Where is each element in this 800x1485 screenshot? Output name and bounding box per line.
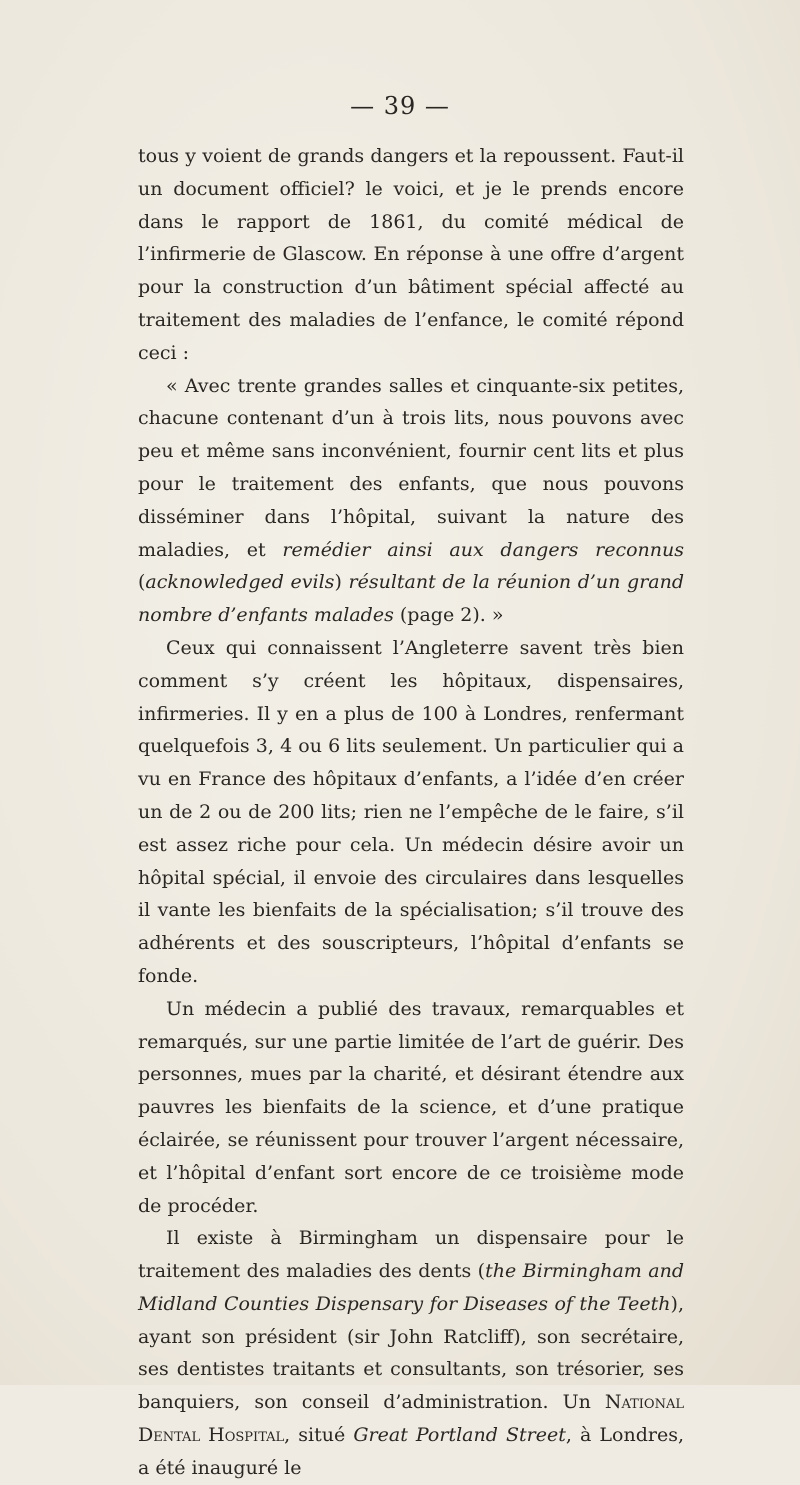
text-segment: National Dental Hospital bbox=[138, 1391, 684, 1447]
text-segment: acknowledged evils bbox=[145, 571, 335, 594]
text-segment: , situé bbox=[284, 1424, 354, 1447]
text-segment: (page 2). » bbox=[393, 604, 504, 627]
body-text bbox=[138, 140, 684, 1485]
text-segment: tous y voient de grands dangers et la repoussent. Faut-il un document officiel? le voici, et je le prends encore dans le rapport de 1861, du comité médical de l’infirmerie de Glascow. En réponse à une offre d’argent pour la construction d’un bâtiment spécial affecté au traitement des maladies de l’enfance, le comité répond ceci : bbox=[138, 145, 684, 364]
page-number: — 39 — bbox=[350, 92, 450, 120]
text-segment: ), ayant son président (sir John Ratcliff), son secrétaire, ses dentistes traitants et consultants, son trésorier, ses banquiers, son conseil d’administration. Un bbox=[138, 1292, 684, 1414]
paragraph bbox=[138, 140, 684, 370]
text-segment: « Avec trente grandes salles et cinquante-six petites, chacune contenant d’un à trois lits, nous pouvons avec peu et même sans inconvénient, fournir cent lits et plus pour le traitement des enfants, que nous pouvons disséminer dans l’hôpital, suivant la nature des maladies, et bbox=[138, 374, 684, 561]
text-segment: Il existe à Birmingham un dispensaire pour le traitement des maladies des dents ( bbox=[138, 1227, 684, 1283]
paragraph bbox=[138, 993, 684, 1223]
paragraph bbox=[138, 370, 684, 632]
paragraph bbox=[138, 632, 684, 993]
text-segment: ( bbox=[138, 571, 146, 594]
text-segment: ) bbox=[334, 571, 349, 594]
text-segment: résultant de la réunion d’un grand nombre d’enfants malades bbox=[138, 571, 685, 627]
text-segment: Un médecin a publié des travaux, remarquables et remarqués, sur une partie limitée de l’art de guérir. Des personnes, mues par la charité, et désirant étendre aux pauvres les bienfaits de la science, et d’une pratique éclairée, se réunissent pour trouver l’argent nécessaire, et l’hôpital d’enfant sort encore de ce troisième mode de procéder. bbox=[138, 997, 684, 1217]
text-segment: Ceux qui connaissent l’Angleterre savent très bien comment s’y créent les hôpitaux, dispensaires, infirmeries. Il y en a plus de 100 à Londres, renfermant quelquefois 3, 4 ou 6 lits seulement. Un particulier qui a vu en France des hôpitaux d’enfants, a l’idée d’en créer un de 2 ou de 200 lits; rien ne l’empêche de le faire, s’il est assez riche pour cela. Un médecin désire avoir un hôpital spécial, il envoie des circulaires dans lesquelles il vante les bienfaits de la spécialisation; s’il trouve des adhérents et des souscripteurs, l’hôpital d’enfants se fonde. bbox=[138, 636, 684, 987]
paragraph bbox=[138, 1222, 684, 1484]
text-segment: Great Portland Street bbox=[353, 1424, 566, 1447]
text-segment: the Birmingham and Midland Counties Dispensary for Diseases of the Teeth bbox=[138, 1260, 684, 1315]
text-segment: , à Londres, a été inauguré le bbox=[138, 1424, 684, 1479]
text-segment: remédier ainsi aux dangers reconnus bbox=[282, 538, 684, 561]
